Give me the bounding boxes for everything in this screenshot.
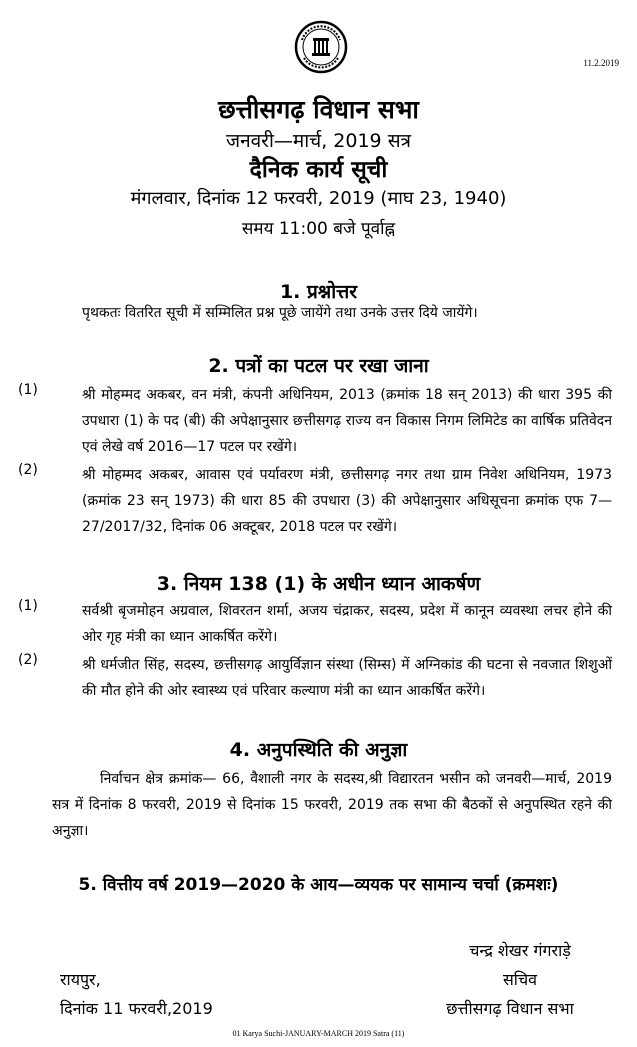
assembly-title: छत्तीसगढ़ विधान सभा — [218, 95, 419, 124]
section-2-heading: 2. पत्रों का पटल पर रखा जाना — [208, 355, 429, 377]
assembly-emblem — [294, 20, 348, 74]
section-3-heading: 3. नियम 138 (1) के अधीन ध्यान आकर्षण — [156, 573, 481, 595]
section-4-text: निर्वाचन क्षेत्र क्रमांक— 66, वैशाली नगर के सदस्य,श्री विद्यारतन भसीन को जनवरी—मार्च, 2019 सत्र में दिनांक 8 फरवरी, 2019 से दिनांक 15 फरवरी, 2019 तक सभा की बैठकों से अनुपस्थित रहने की अनुज्ञा। — [52, 771, 612, 839]
item-number: (1) — [18, 382, 38, 398]
section-2-item-1: श्री मोहम्मद अकबर, वन मंत्री, कंपनी अधिनियम, 2013 (क्रमांक 18 सन् 2013) की धारा 395 की उपधारा (1) के पद (बी) की अपेक्षानुसार छत्तीसगढ़ राज्य वन विकास निगम लिमिटेड का वार्षिक प्रतिवेदन एवं लेखे वर्ष 2016—17 पटल पर रखेंगे। — [82, 387, 612, 455]
section-3-item-1: सर्वश्री बृजमोहन अग्रवाल, शिवरतन शर्मा, अजय चंद्राकर, सदस्य, प्रदेश में कानून व्यवस्था लचर होने की ओर गृह मंत्री का ध्यान आकर्षित करेंगे। — [82, 603, 612, 645]
signature-date: दिनांक 11 फरवरी,2019 — [60, 999, 213, 1018]
item-number: (2) — [18, 462, 38, 478]
secretary-name: चन्द्र शेखर गंगराड़े — [469, 941, 571, 960]
section-1-heading: 1. प्रश्नोत्तर — [279, 281, 358, 303]
item-number: (2) — [18, 652, 38, 668]
place: रायपुर, — [60, 970, 101, 989]
secretary-organization: छत्तीसगढ़ विधान सभा — [446, 999, 574, 1018]
section-2-item-2: श्री मोहम्मद अकबर, आवास एवं पर्यावरण मंत्री, छत्तीसगढ़ नगर तथा ग्राम निवेश अधिनियम, 1973 (क्रमांक 23 सन् 1973) की धारा 85 की उपधारा (3) की अपेक्षानुसार अधिसूचना क्रमांक एफ 7—27/2017/32, दिनांक 06 अक्टूबर, 2018 पटल पर रखेंगे। — [82, 467, 612, 535]
day-date: मंगलवार, दिनांक 12 फरवरी, 2019 (माघ 23, 1940) — [130, 188, 507, 209]
session-title: जनवरी—मार्च, 2019 सत्र — [225, 130, 412, 152]
section-4-heading: 4. अनुपस्थिति की अनुज्ञा — [229, 739, 408, 761]
section-5-heading: 5. वित्तीय वर्ष 2019—2020 के आय—व्ययक पर सामान्य चर्चा (क्रमशः) — [78, 875, 559, 895]
secretary-designation: सचिव — [502, 970, 538, 989]
section-3-item-2: श्री धर्मजीत सिंह, सदस्य, छत्तीसगढ़ आयुर्विज्ञान संस्था (सिम्स) में अग्निकांड की घटना से नवजात शिशुओं की मौत होने की ओर स्वास्थ्य एवं परिवार कल्याण मंत्री का ध्यान आकर्षित करेंगे। — [82, 657, 612, 699]
agenda-title: दैनिक कार्य सूची — [249, 157, 388, 183]
section-1-text: पृथकतः वितरित सूची में सम्मिलित प्रश्न पूछे जायेंगे तथा उनके उत्तर दिये जायेंगे। — [82, 305, 478, 321]
session-time: समय 11:00 बजे पूर्वाह्न — [241, 219, 396, 239]
date-stamp: 11.2.2019 — [583, 58, 619, 68]
page-footer: 01 Karya Suchi-JANUARY-MARCH 2019 Satra (11) — [232, 1029, 405, 1038]
item-number: (1) — [18, 598, 38, 614]
